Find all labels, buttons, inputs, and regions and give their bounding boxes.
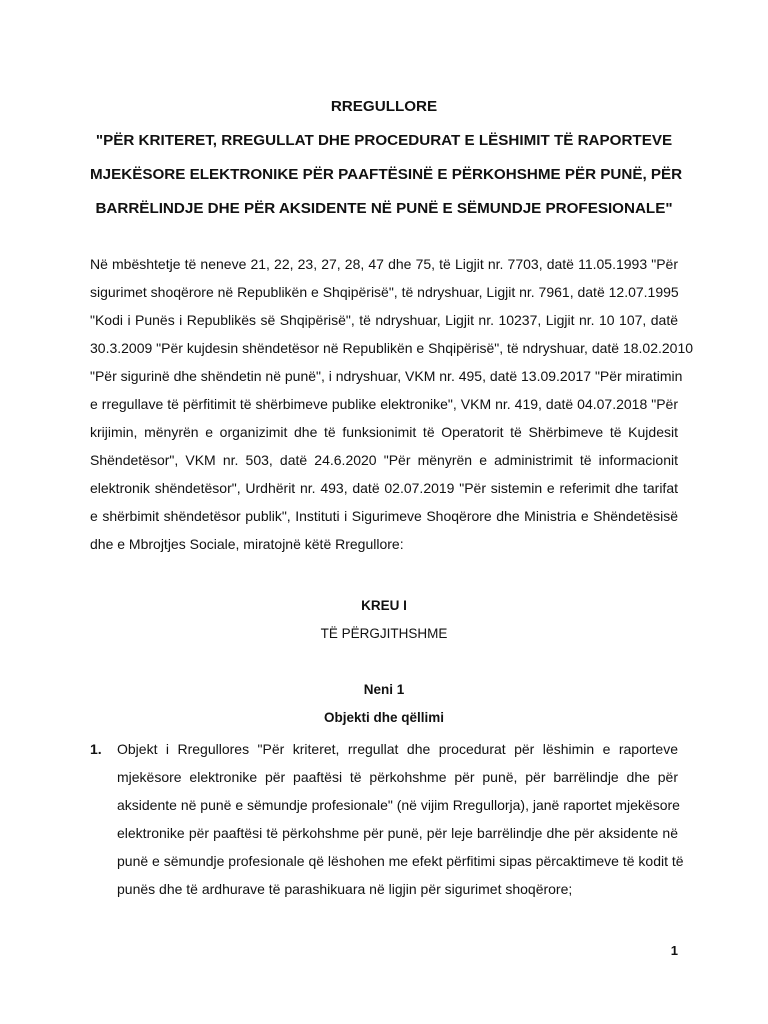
intro-line: elektronik shëndetësor", Urdhërit nr. 493, datë 02.07.2019 "Për sistemin e referimit dhe tarifat: [90, 480, 678, 496]
intro-line: 30.3.2009 "Për kujdesin shëndetësor në Republikën e Shqipërisë", të ndryshuar, datë 18.02.2010: [90, 340, 694, 356]
intro-line: Në mbështetje të neneve 21, 22, 23, 27, 28, 47 dhe 75, të Ligjit nr. 7703, datë 11.05.1993 "Për: [90, 256, 678, 272]
item-line: mjekësore elektronike për paaftësi të përkohshme për punë, për barrëlindje dhe për: [117, 769, 678, 785]
article-label: Neni 1: [363, 682, 405, 697]
document-title: RREGULLORE: [330, 98, 438, 115]
item-line: Objekt i Rregullores "Për kriteret, rregullat dhe procedurat për lëshimin e raporteve: [117, 741, 678, 757]
item-line: aksidente në punë e sëmundje profesionale" (në vijim Rregullorja), janë raportet mjekësore: [117, 797, 680, 813]
article-title: Objekti dhe qëllimi: [323, 710, 445, 725]
item-body: [117, 735, 684, 903]
intro-paragraph: [90, 250, 694, 558]
item-number: 1.: [90, 741, 102, 757]
intro-line: krijimin, mënyrën e organizimit dhe të funksionimit të Operatorit të Shërbimeve të Kujdesit: [90, 424, 678, 440]
page-number: 1: [670, 943, 678, 958]
document-subtitle-line: BARRËLINDJE DHE PËR AKSIDENTE NË PUNË E SËMUNDJE PROFESIONALE": [95, 200, 673, 217]
document-title-block: [90, 90, 683, 226]
intro-line: sigurimet shoqërore në Republikën e Shqipërisë", të ndryshuar, Ligjit nr. 7961, datë 12.07.1995: [90, 284, 679, 300]
numbered-item: [90, 735, 684, 903]
chapter-label: KREU I: [361, 598, 407, 613]
item-line: punë e sëmundje profesionale që lëshohen me efekt përfitimi sipas përcaktimeve të kodit të: [117, 853, 684, 869]
intro-line: e shërbimit shëndetësor publik", Instituti i Sigurimeve Shoqërore dhe Ministria e Shëndetësisë: [90, 508, 678, 524]
document-subtitle-line: MJEKËSORE ELEKTRONIKE PËR PAAFTËSINË E PËRKOHSHME PËR PUNË, PËR: [90, 166, 683, 183]
intro-line: "Kodi i Punës i Republikës së Shqipërisë", të ndryshuar, Ligjit nr. 10237, Ligjit nr. 10 107, datë: [90, 312, 678, 328]
chapter-title: TË PËRGJITHSHME: [320, 626, 448, 641]
intro-line: Shëndetësor", VKM nr. 503, datë 24.6.2020 "Për mënyrën e administrimit të informacionit: [90, 452, 678, 468]
item-line: punës dhe të ardhurave të parashikuara në ligjin për sigurimet shoqërore;: [117, 881, 573, 897]
intro-line: "Për sigurinë dhe shëndetin në punë", i ndryshuar, VKM nr. 495, datë 13.09.2017 "Për miratimin: [90, 368, 683, 384]
item-line: elektronike për paaftësi të përkohshme për punë, për leje barrëlindje dhe për aksidente në: [117, 825, 678, 841]
document-subtitle-line: "PËR KRITERET, RREGULLAT DHE PROCEDURAT E LËSHIMIT TË RAPORTEVE: [95, 132, 673, 149]
intro-line: dhe e Mbrojtjes Sociale, miratojnë këtë Rregullore:: [90, 536, 404, 552]
intro-line: e rregullave të përfitimit të shërbimeve publike elektronike", VKM nr. 419, datë 04.07.2018 "Për: [90, 396, 678, 412]
